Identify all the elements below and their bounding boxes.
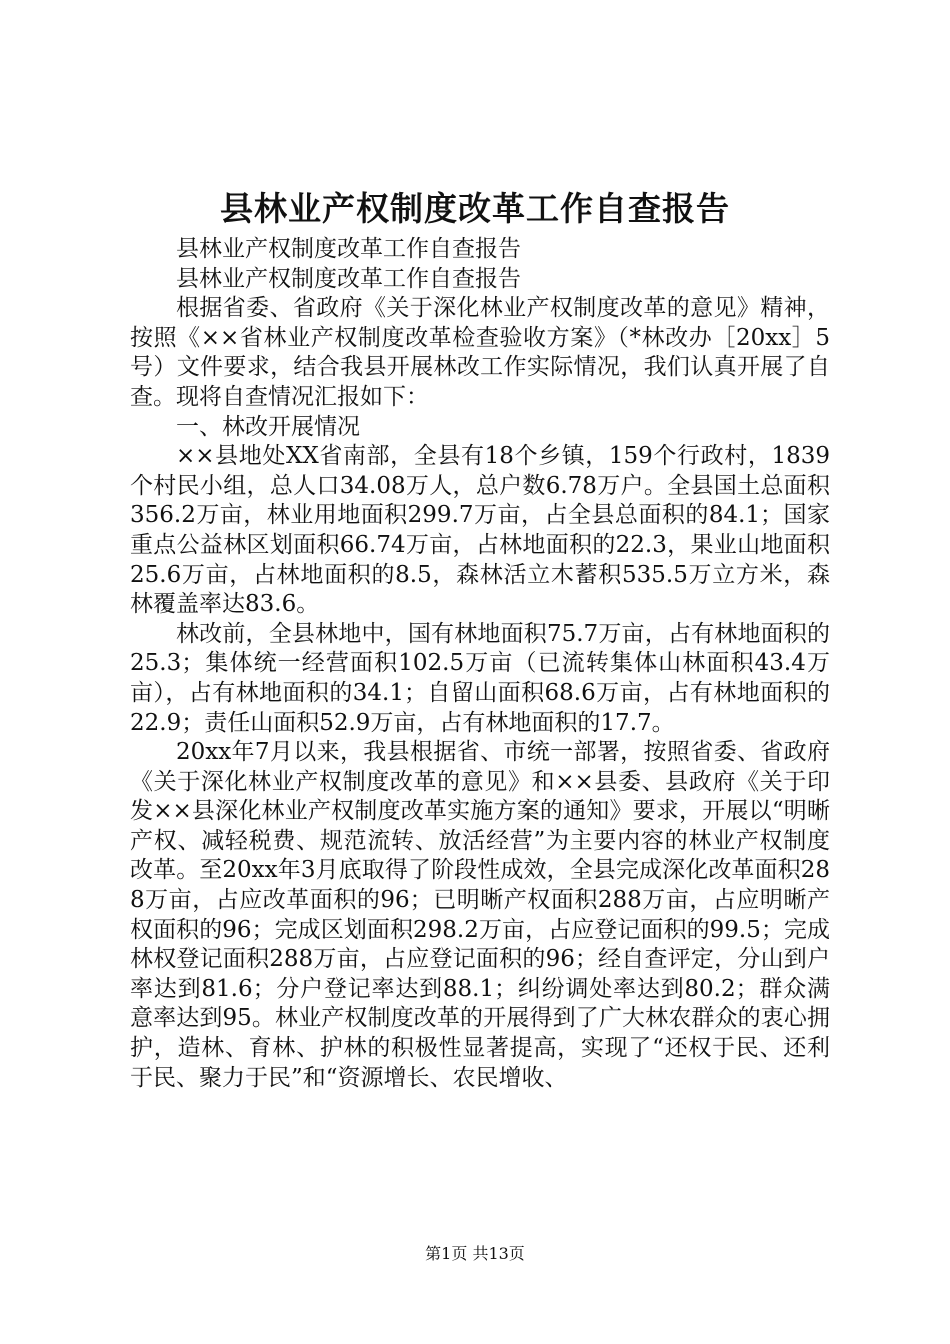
document-body — [130, 235, 830, 1093]
section-heading-1: 一、林改开展情况 — [176, 413, 360, 440]
page-footer: 第1页 共13页 — [425, 1244, 525, 1263]
paragraph-subtitle-2: 县林业产权制度改革工作自查报告 — [176, 265, 521, 292]
paragraph-intro: 根据省委、省政府《关于深化林业产权制度改革的意见》精神，按照《××省林业产权制度改革检查验收方案》（*林改办［20xx］5号）文件要求，结合我县开展林改工作实际情况，我们认真开展了自查。现将自查情况汇报如下： — [130, 295, 830, 410]
paragraph-county-overview: ××县地处XX省南部，全县有18个乡镇，159个行政村，1839个村民小组，总人口34.08万人，总户数6.78万户。全县国土总面积356.2万亩，林业用地面积299.7万亩，占全县总面积的84.1；国家重点公益林区划面积66.74万亩，占林地面积的22.3，果业山地面积25.6万亩，占林地面积的8.5，森林活立木蓄积535.5万立方米，森林覆盖率达83.6。 — [130, 443, 830, 618]
paragraph-subtitle-1: 县林业产权制度改革工作自查报告 — [176, 236, 521, 262]
document-title: 县林业产权制度改革工作自查报告 — [220, 189, 730, 228]
paragraph-before-reform: 林改前，全县林地中，国有林地面积75.7万亩，占有林地面积的25.3；集体统一经营面积102.5万亩（已流转集体山林面积43.4万亩），占有林地面积的34.1；自留山面积68.6万亩，占有林地面积的22.9；责任山面积52.9万亩，占有林地面积的17.7。 — [130, 620, 830, 736]
paragraph-reform-progress: 20xx年7月以来，我县根据省、市统一部署，按照省委、省政府《关于深化林业产权制度改革的意见》和××县委、县政府《关于印发××县深化林业产权制度改革实施方案的通知》要求，开展以“明晰产权、减轻税费、规范流转、放活经营”为主要内容的林业产权制度改革。至20xx年3月底取得了阶段性成效，全县完成深化改革面积288万亩，占应改革面积的96；已明晰产权面积288万亩，占应明晰产权面积的96；完成区划面积298.2万亩，占应登记面积的99.5；完成林权登记面积288万亩，占应登记面积的96；经自查评定，分山到户率达到81.6；分户登记率达到88.1；纠纷调处率达到80.2；群众满意率达到95。林业产权制度改革的开展得到了广大林农群众的衷心拥护，造林、育林、护林的积极性显著提高，实现了“还权于民、还利于民、聚力于民”和“资源增长、农民增收、 — [130, 739, 830, 1091]
